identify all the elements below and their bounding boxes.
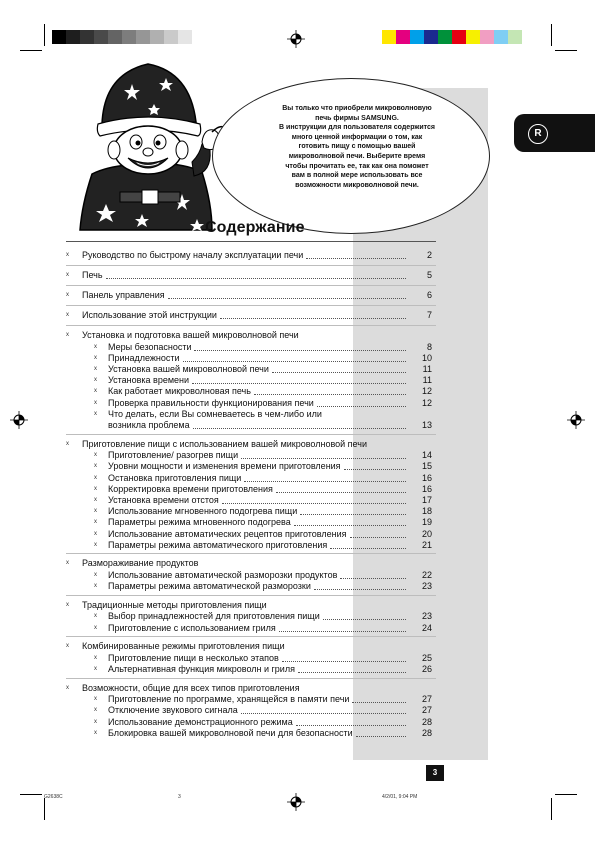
dot-leader — [106, 277, 406, 279]
toc-entry[interactable]: Установка вашей микроволновой печи — [108, 363, 269, 374]
color-swatch — [108, 30, 122, 44]
dot-leader — [272, 371, 406, 373]
toc-page-number: 26 — [421, 663, 432, 674]
toc-page-number: 27 — [421, 705, 432, 716]
toc-page-number: 8 — [426, 341, 432, 352]
language-tab-letter: R — [528, 124, 548, 144]
color-swatch — [410, 30, 424, 44]
dot-leader — [282, 660, 406, 662]
bullet-marker: x — [66, 440, 69, 447]
toc-page-number: 16 — [421, 472, 432, 483]
bullet-marker: x — [94, 399, 97, 406]
toc-page-number: 24 — [421, 622, 432, 633]
toc-entry[interactable]: Приготовление/ разогрев пищи — [108, 450, 239, 461]
toc-entry[interactable]: Проверка правильности функционирования печи — [108, 397, 314, 408]
bullet-marker: x — [66, 292, 69, 298]
dot-leader — [168, 297, 406, 299]
dot-leader — [222, 502, 406, 504]
toc-entry[interactable]: Принадлежности — [108, 352, 180, 363]
dot-leader — [254, 393, 406, 395]
crop-mark — [44, 24, 45, 46]
dot-leader — [330, 547, 406, 549]
bullet-marker: x — [94, 696, 97, 703]
color-swatch — [424, 30, 438, 44]
bullet-marker: x — [94, 571, 97, 578]
grayscale-bar — [52, 30, 206, 44]
dot-leader — [241, 712, 406, 714]
toc-entry[interactable]: Руководство по быстрому началу эксплуатации печи — [82, 250, 304, 260]
language-tab — [514, 114, 595, 152]
toc-page-number: 28 — [421, 716, 432, 727]
bullet-marker: x — [66, 252, 69, 258]
bullet-marker: x — [94, 388, 97, 395]
dot-leader — [356, 735, 406, 737]
toc-entry[interactable]: Блокировка вашей микроволновой печи для безопасности — [108, 727, 353, 738]
bubble-line: печь фирмы SAMSUNG. — [315, 114, 399, 122]
crop-mark — [20, 794, 42, 795]
toc-page-number: 7 — [426, 310, 432, 320]
toc-entry[interactable]: Печь — [82, 270, 103, 280]
dot-leader — [296, 724, 406, 726]
toc-page-number: 19 — [421, 517, 432, 528]
crop-mark — [551, 798, 552, 820]
registration-mark-icon — [287, 30, 305, 48]
color-swatch — [396, 30, 410, 44]
page-title: Содержание — [205, 219, 305, 236]
bullet-marker: x — [94, 474, 97, 481]
bullet-marker: x — [94, 463, 97, 470]
toc-page-number: 6 — [426, 290, 432, 300]
bullet-marker: x — [94, 496, 97, 503]
toc-entry[interactable]: Параметры режима мгновенного подогрева — [108, 517, 291, 528]
bullet-marker: x — [94, 365, 97, 372]
color-swatch — [192, 30, 206, 44]
registration-mark-icon — [567, 411, 585, 429]
toc-entry[interactable]: Установка времени — [108, 375, 190, 386]
toc-entry[interactable]: Уровни мощности и изменения времени приготовления — [108, 461, 341, 472]
color-swatch — [494, 30, 508, 44]
toc-entry[interactable]: Параметры режима автоматической разморозки — [108, 581, 311, 592]
toc-page-number: 12 — [421, 386, 432, 397]
section-separator — [66, 305, 436, 306]
dot-leader — [244, 480, 406, 482]
toc-entry[interactable]: Приготовление с использованием гриля — [108, 622, 276, 633]
color-swatch — [150, 30, 164, 44]
dot-leader — [306, 257, 406, 259]
toc-page-number: 18 — [421, 506, 432, 517]
section-separator — [66, 678, 436, 679]
bubble-line: возможности микроволновой печи. — [295, 181, 419, 189]
bullet-marker: x — [94, 583, 97, 590]
toc-page-number: 17 — [421, 494, 432, 505]
bubble-text — [262, 104, 452, 190]
registration-mark-icon — [287, 793, 305, 811]
bubble-line: готовить пищу с помощью вашей — [298, 143, 416, 151]
toc-page-number: 13 — [421, 419, 432, 430]
bubble-line: много ценной информации о том, как — [291, 133, 423, 141]
dot-leader — [241, 457, 406, 459]
toc-entry[interactable]: Остановка приготовления пищи — [108, 472, 242, 483]
toc-page-number: 27 — [421, 694, 432, 705]
color-swatch — [52, 30, 66, 44]
toc-entry[interactable]: Традиционные методы приготовления пищи — [82, 599, 267, 610]
section-separator — [66, 434, 436, 435]
toc-entry[interactable]: Выбор принадлежностей для приготовления пищи — [108, 611, 320, 622]
dot-leader — [294, 524, 406, 526]
toc-entry[interactable]: Использование автоматической разморозки продуктов — [108, 569, 338, 580]
toc-entry[interactable]: Параметры режима автоматического приготовления — [108, 539, 328, 550]
toc-entry[interactable]: возникла проблема — [108, 419, 190, 430]
toc-entry[interactable]: Возможности, общие для всех типов приготовления — [82, 682, 300, 693]
dot-leader — [340, 577, 406, 579]
toc-entry[interactable]: Комбинированные режимы приготовления пищи — [82, 641, 285, 652]
toc-page-number: 11 — [422, 375, 432, 386]
bubble-line: чтобы прочитать ее, так как она поможет — [285, 162, 429, 170]
toc-page-number: 22 — [421, 569, 432, 580]
bullet-marker: x — [66, 601, 69, 608]
color-swatch — [382, 30, 396, 44]
bullet-marker: x — [66, 332, 69, 338]
toc-entry[interactable]: Приготовление пищи в несколько этапов — [108, 652, 279, 663]
bullet-marker: x — [94, 519, 97, 526]
dot-leader — [183, 360, 406, 362]
dot-leader — [192, 382, 406, 384]
bullet-marker: x — [94, 624, 97, 631]
color-swatch — [438, 30, 452, 44]
toc-page-number: 23 — [421, 581, 432, 592]
toc-page-number: 21 — [421, 539, 432, 550]
section-separator — [66, 285, 436, 286]
toc-entry[interactable]: Приготовление пищи с использованием вашей микроволновой печи — [82, 438, 367, 449]
dot-leader — [344, 468, 406, 470]
toc-entry[interactable]: Использование мгновенного подогрева пищи — [108, 506, 298, 517]
dot-leader — [220, 317, 406, 319]
bullet-marker: x — [94, 541, 97, 548]
bullet-marker: x — [94, 718, 97, 725]
section-separator — [66, 595, 436, 596]
toc-page-number: 11 — [422, 363, 432, 374]
toc-entry[interactable]: Панель управления — [82, 290, 165, 300]
crop-mark — [551, 24, 552, 46]
footer-sheet: 3 — [178, 794, 181, 800]
color-swatch — [66, 30, 80, 44]
toc-entry[interactable]: Меры безопасности — [108, 341, 192, 352]
toc-entry[interactable]: Использование демонстрационного режима — [108, 716, 293, 727]
color-swatch — [452, 30, 466, 44]
section-separator — [66, 325, 436, 326]
dot-leader — [314, 588, 406, 590]
toc-entry[interactable]: Приготовление по программе, хранящейся в памяти печи — [108, 694, 350, 705]
toc-page-number: 5 — [426, 270, 432, 280]
toc-page-number: 25 — [421, 652, 432, 663]
bullet-marker: x — [94, 530, 97, 537]
color-swatch — [480, 30, 494, 44]
section-separator — [66, 636, 436, 637]
dot-leader — [276, 491, 406, 493]
dot-leader — [323, 618, 406, 620]
bubble-line: вам в полной мере использовать все — [291, 172, 423, 180]
toc-entry[interactable]: Размораживание продуктов — [82, 558, 199, 569]
bullet-marker: x — [66, 560, 69, 567]
toc-page-number: 10 — [421, 352, 432, 363]
color-swatch — [164, 30, 178, 44]
color-swatch — [466, 30, 480, 44]
process-color-bar — [382, 30, 536, 44]
dot-leader — [350, 536, 406, 538]
bullet-marker: x — [94, 665, 97, 672]
crop-mark — [555, 794, 577, 795]
dot-leader — [194, 349, 406, 351]
toc-page-number: 23 — [421, 611, 432, 622]
dot-leader — [298, 671, 406, 673]
color-swatch — [136, 30, 150, 44]
crop-mark — [555, 50, 577, 51]
section-separator — [66, 265, 436, 266]
toc-page-number: 2 — [426, 250, 432, 260]
bullet-marker: x — [94, 508, 97, 515]
toc-entry[interactable]: Использование этой инструкции — [82, 310, 217, 320]
bubble-line: В инструкции для пользователя содержится — [279, 124, 435, 132]
crop-mark — [44, 798, 45, 820]
title-rule — [66, 241, 436, 242]
bullet-marker: x — [94, 343, 97, 350]
page-number: 3 — [426, 765, 444, 781]
wizard-mascot-icon — [62, 54, 234, 232]
dot-leader — [317, 405, 406, 407]
toc-page-number: 14 — [421, 450, 432, 461]
registration-mark-icon — [10, 411, 28, 429]
color-swatch — [508, 30, 522, 44]
toc-entry[interactable]: Установка и подготовка вашей микроволновой печи — [82, 330, 299, 340]
bubble-line: микроволновой печи. Выберите время — [288, 152, 426, 160]
bullet-marker: x — [66, 272, 69, 278]
toc-page-number: 28 — [421, 727, 432, 738]
toc-entry[interactable]: Альтернативная функция микроволн и гриля — [108, 663, 295, 674]
footer-code: G2638C — [44, 794, 63, 800]
footer-stamp: 4/2/01, 9:04 PM — [382, 794, 418, 800]
toc-entry[interactable]: Использование автоматических рецептов приготовления — [108, 528, 347, 539]
bullet-marker: x — [94, 485, 97, 492]
bullet-marker: x — [66, 684, 69, 691]
bullet-marker: x — [94, 654, 97, 661]
color-swatch — [178, 30, 192, 44]
dot-leader — [352, 701, 406, 703]
toc-page-number: 15 — [421, 461, 432, 472]
toc-entry[interactable]: Как работает микроволновая печь — [108, 386, 251, 397]
toc-page-number: 20 — [421, 528, 432, 539]
bullet-marker: x — [94, 377, 97, 384]
color-swatch — [122, 30, 136, 44]
dot-leader — [279, 630, 406, 632]
bullet-marker: x — [94, 410, 97, 417]
bullet-marker: x — [94, 707, 97, 714]
toc-entry[interactable]: Установка времени отстоя — [108, 494, 219, 505]
section-separator — [66, 553, 436, 554]
dot-leader — [193, 427, 406, 429]
toc-entry[interactable]: Что делать, если Вы сомневаетесь в чем-либо или — [108, 408, 322, 419]
bullet-marker: x — [66, 312, 69, 318]
toc-page-number: 12 — [421, 397, 432, 408]
color-swatch — [80, 30, 94, 44]
toc-page-number: 16 — [421, 483, 432, 494]
toc-entry[interactable]: Корректировка времени приготовления — [108, 483, 273, 494]
color-swatch — [522, 30, 536, 44]
bubble-line: Вы только что приобрели микроволновую — [282, 105, 432, 112]
bullet-marker: x — [94, 729, 97, 736]
toc-entry[interactable]: Отключение звукового сигнала — [108, 705, 238, 716]
bullet-marker: x — [94, 354, 97, 361]
dot-leader — [300, 513, 406, 515]
crop-mark — [20, 50, 42, 51]
bullet-marker: x — [66, 643, 69, 650]
bullet-marker: x — [94, 613, 97, 620]
color-swatch — [94, 30, 108, 44]
bullet-marker: x — [94, 452, 97, 459]
